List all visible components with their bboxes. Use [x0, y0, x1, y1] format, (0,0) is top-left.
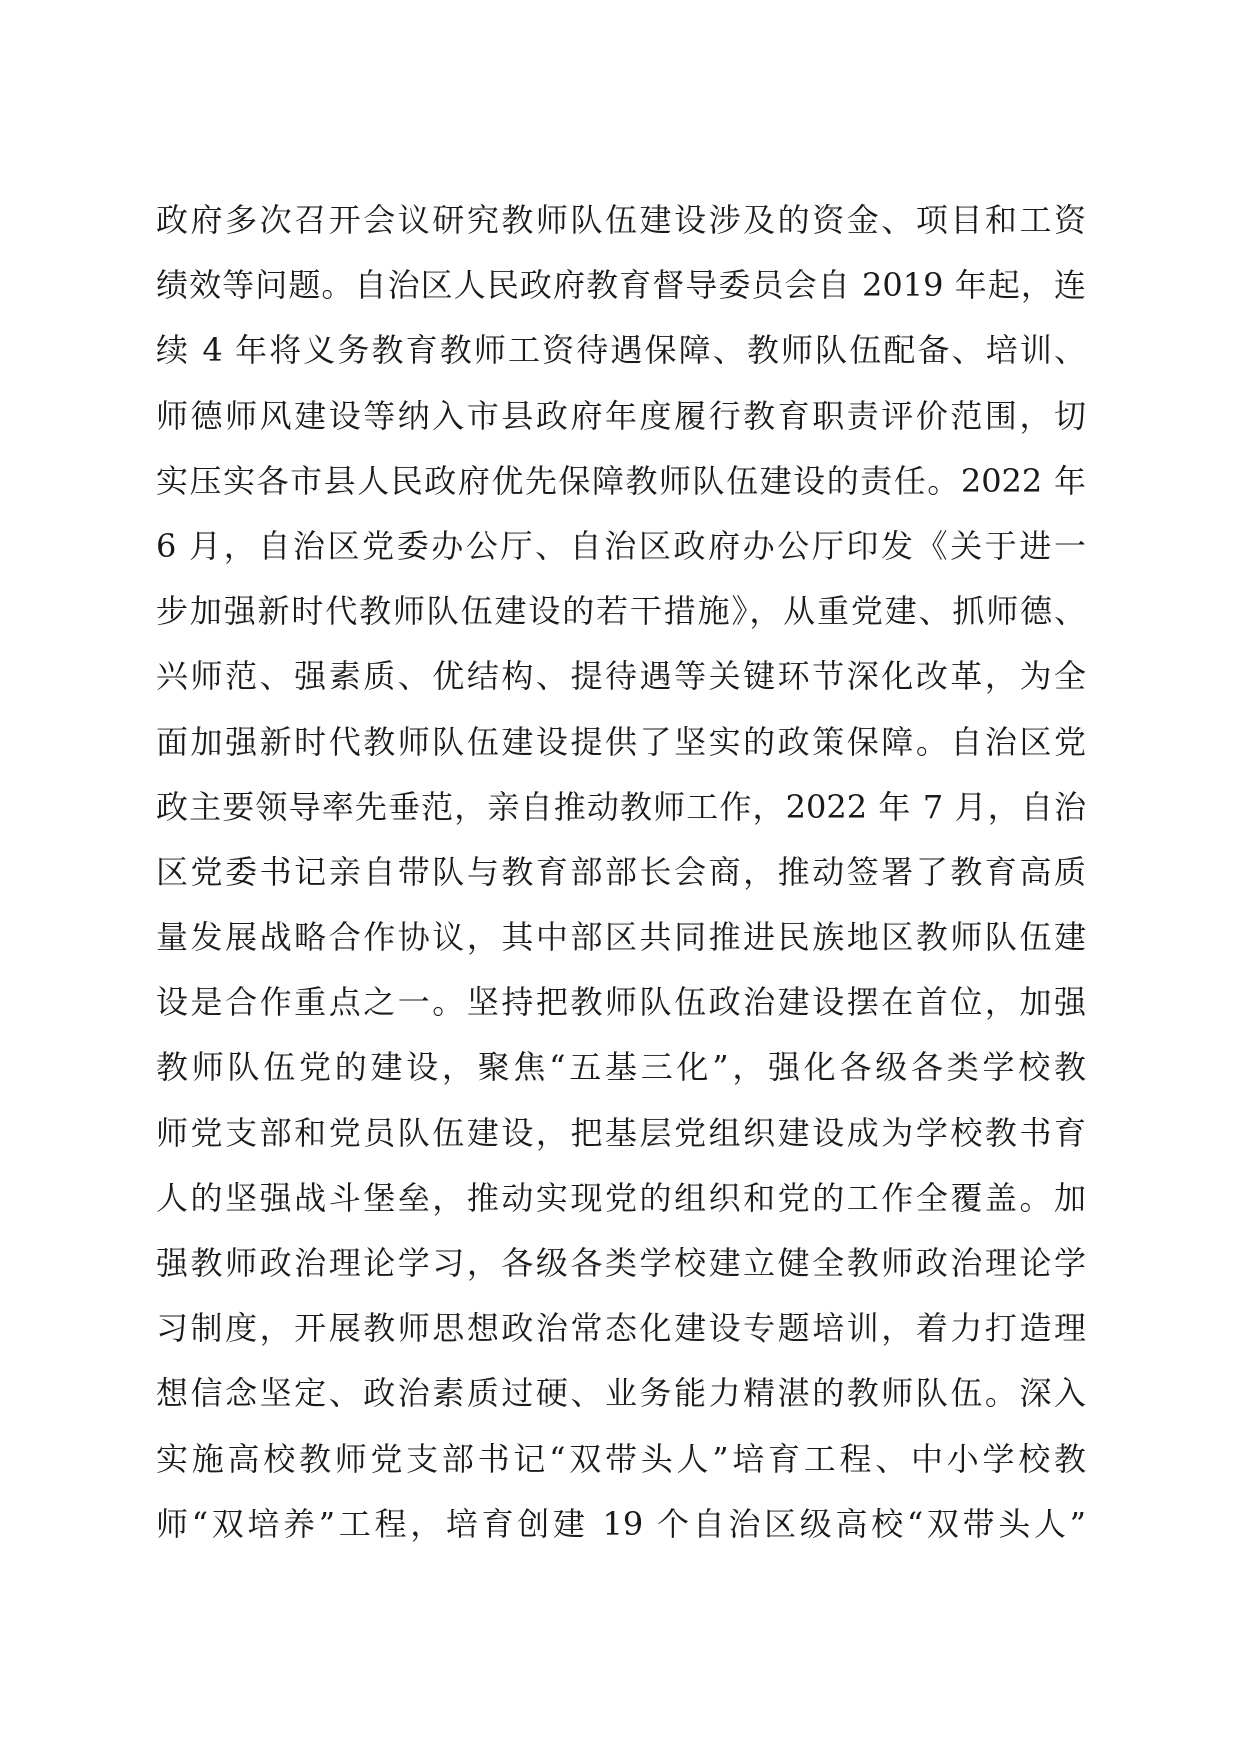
text-line: 强教师政治理论学习，各级各类学校建立健全教师政治理论学 [156, 1244, 1086, 1282]
text-line: 教师队伍党的建设，聚焦“五基三化”，强化各级各类学校教 [156, 1048, 1086, 1087]
text-line: 实压实各市县人民政府优先保障教师队伍建设的责任。2022 年 [156, 461, 1086, 500]
text-line: 6 月，自治区党委办公厅、自治区政府办公厅印发《关于进一 [156, 526, 1086, 565]
text-line: 量发展战略合作协议，其中部区共同推进民族地区教师队伍建 [156, 918, 1086, 957]
text-line: 想信念坚定、政治素质过硬、业务能力精湛的教师队伍。深入 [156, 1374, 1086, 1413]
text-line: 设是合作重点之一。坚持把教师队伍政治建设摆在首位，加强 [156, 983, 1086, 1022]
text-line: 习制度，开展教师思想政治常态化建设专题培训，着力打造理 [156, 1309, 1086, 1348]
text-line: 面加强新时代教师队伍建设提供了坚实的政策保障。自治区党 [156, 722, 1086, 761]
text-line: 绩效等问题。自治区人民政府教育督导委员会自 2019 年起，连 [156, 266, 1086, 305]
body-text [156, 188, 1086, 1557]
text-line: 步加强新时代教师队伍建设的若干措施》，从重党建、抓师德、 [156, 592, 1086, 631]
text-line: 人的坚强战斗堡垒，推动实现党的组织和党的工作全覆盖。加 [156, 1178, 1086, 1217]
text-line: 师“双培养”工程，培育创建 19 个自治区级高校“双带头人” [156, 1504, 1086, 1543]
text-line: 实施高校教师党支部书记“双带头人”培育工程、中小学校教 [156, 1439, 1086, 1478]
text-line: 政府多次召开会议研究教师队伍建设涉及的资金、项目和工资 [156, 201, 1086, 239]
text-line: 兴师范、强素质、优结构、提待遇等关键环节深化改革，为全 [156, 657, 1086, 696]
text-line: 续 4 年将义务教育教师工资待遇保障、教师队伍配备、培训、 [156, 331, 1086, 370]
text-line: 区党委书记亲自带队与教育部部长会商，推动签署了教育高质 [156, 852, 1086, 891]
text-line: 师党支部和党员队伍建设，把基层党组织建设成为学校教书育 [156, 1113, 1086, 1152]
text-line: 政主要领导率先垂范，亲自推动教师工作，2022 年 7 月，自治 [156, 787, 1086, 826]
text-line: 师德师风建设等纳入市县政府年度履行教育职责评价范围，切 [156, 396, 1086, 435]
